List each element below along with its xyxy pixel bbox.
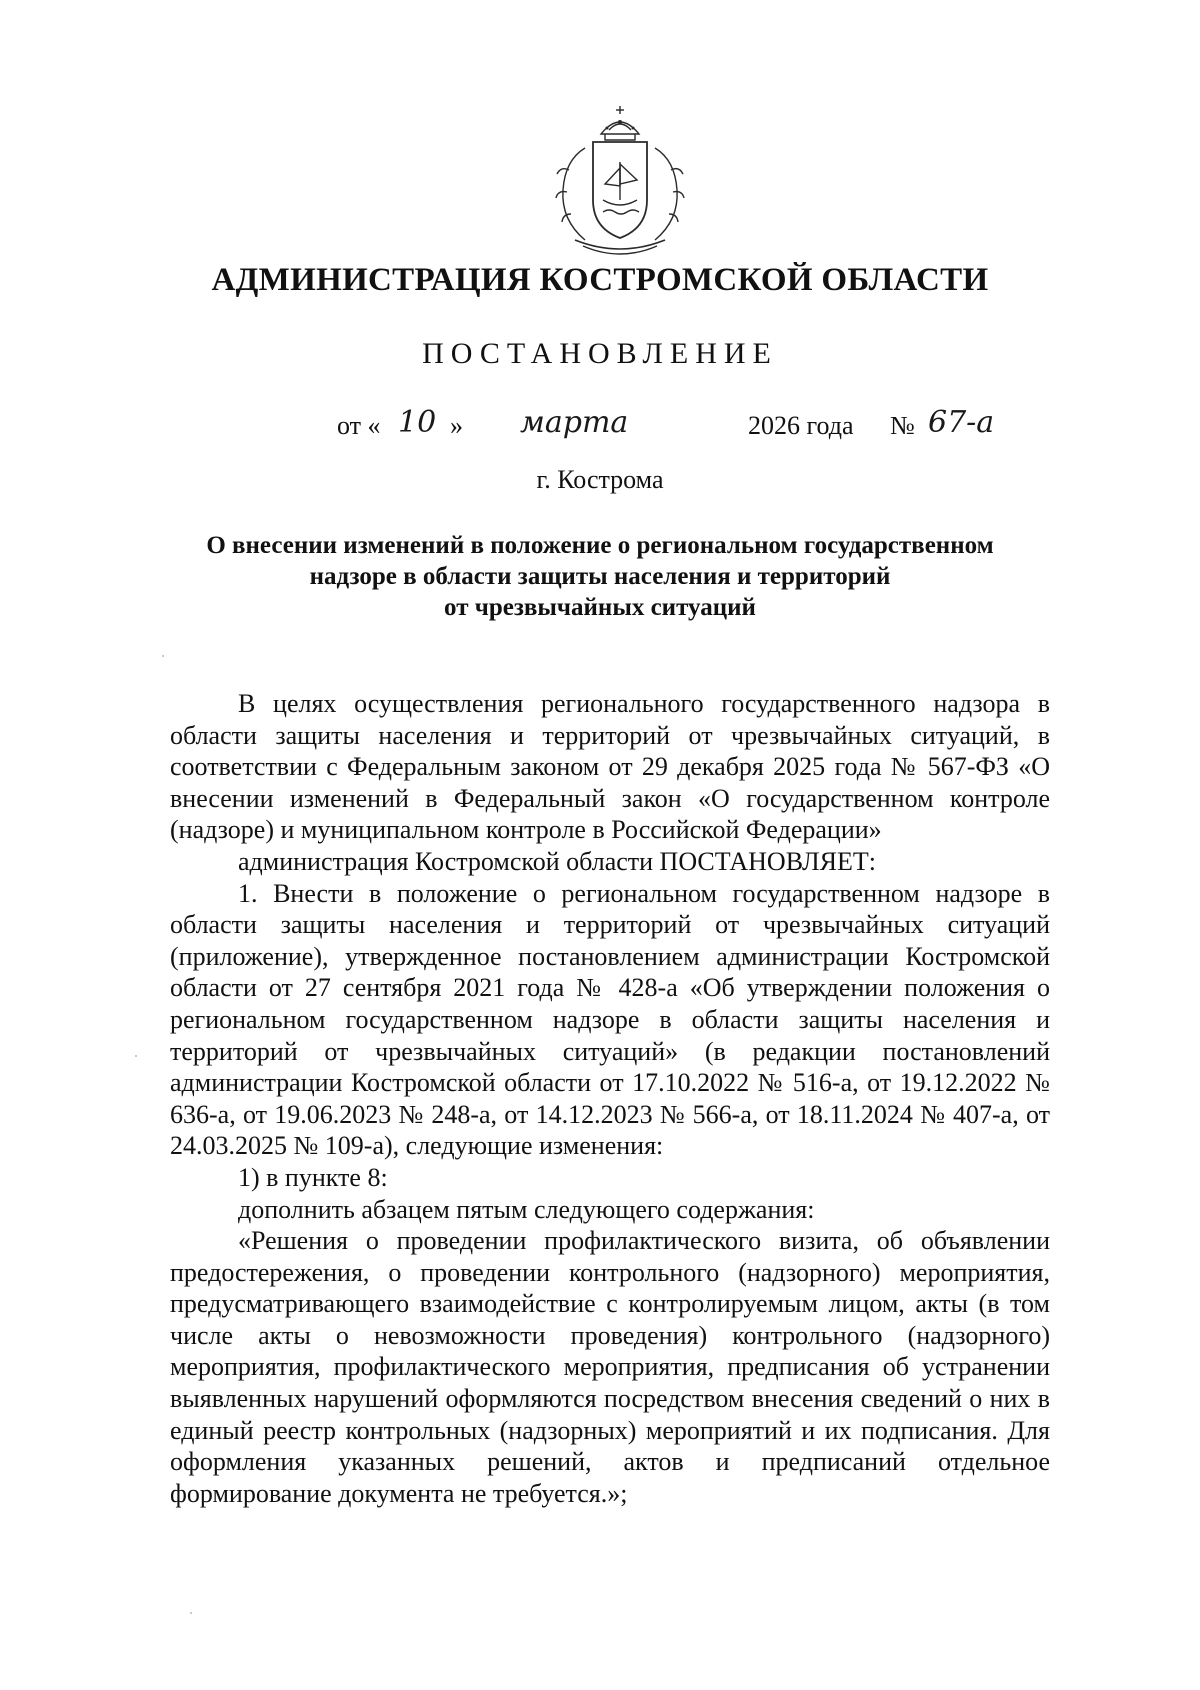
document-subject (150, 530, 1050, 623)
subject-line: О внесении изменений в положение о региональном государственном (206, 532, 994, 559)
scan-speck (135, 1055, 137, 1057)
city-line: г. Кострома (536, 465, 664, 494)
body-paragraph-amendment-text: «Решения о проведении профилактического визита, об объявлении предостережения, о проведении контрольного (надзорного) мероприятия, предусматривающего взаимодействие с контролируемым лицом, акты (в том числе акты о невозможности проведения) контрольного (надзорного) мероприятия, профилактического мероприятия, предписания об устранении выявленных нарушений оформляются посредством внесения сведений о них в единый реестр контрольных (надзорных) мероприятий и их подписания. Для оформления указанных решений, актов и предписаний отдельное формирование документа не требуется.»; (170, 1226, 1050, 1508)
date-year: 2026 года (748, 411, 854, 440)
kostroma-coat-of-arms-icon (545, 100, 695, 255)
handwritten-month: марта (520, 405, 629, 440)
date-prefix: от « (337, 411, 381, 440)
date-day-close: » (450, 411, 463, 440)
body-paragraph-amendment-intro: дополнить абзацем пятым следующего содержания: (238, 1194, 815, 1224)
body-paragraph-resolves: администрация Костромской области ПОСТАНОВЛЯЕТ: (238, 846, 877, 876)
body-paragraph-preamble: В целях осуществления регионального государственного надзора в области защиты населения и территорий от чрезвычайных ситуаций, в соответствии с Федеральным законом от 29 декабря 2025 года № 567-ФЗ «О внесении изменений в Федеральный закон «О государственном контроле (надзоре) и муниципальном контроле в Российской Федерации» (170, 689, 1050, 845)
body-paragraph-item-1: 1. Внести в положение о региональном государственном надзоре в области защиты населения и территорий от чрезвычайных ситуаций (приложение), утвержденное постановлением администрации Костромской области от 27 сентября 2021 года № 428-а «Об утверждении положения о региональном государственном надзоре в области защиты населения и территорий от чрезвычайных ситуаций» (в редакции постановлений администрации Костромской области от 17.10.2022 № 516-а, от 19.12.2022 № 636-а, от 19.06.2023 № 248-а, от 14.12.2023 № 566-а, от 18.11.2024 № 407-а, от 24.03.2025 № 109-а), следующие изменения: (170, 878, 1050, 1161)
date-line (0, 405, 1200, 449)
handwritten-day: 10 (398, 405, 437, 440)
number-sign: № (890, 411, 915, 440)
scan-speck (190, 1612, 192, 1614)
document-body (170, 688, 1050, 1509)
subject-line: надзоре в области защиты населения и территорий (309, 563, 891, 590)
organization-title: АДМИНИСТРАЦИЯ КОСТРОМСКОЙ ОБЛАСТИ (211, 262, 989, 298)
subject-line: от чрезвычайных ситуаций (444, 594, 756, 621)
handwritten-number: 67-а (928, 405, 995, 440)
body-paragraph-subitem: 1) в пункте 8: (238, 1162, 388, 1192)
scan-speck (162, 655, 164, 657)
document-type-heading: ПОСТАНОВЛЕНИЕ (422, 337, 778, 370)
